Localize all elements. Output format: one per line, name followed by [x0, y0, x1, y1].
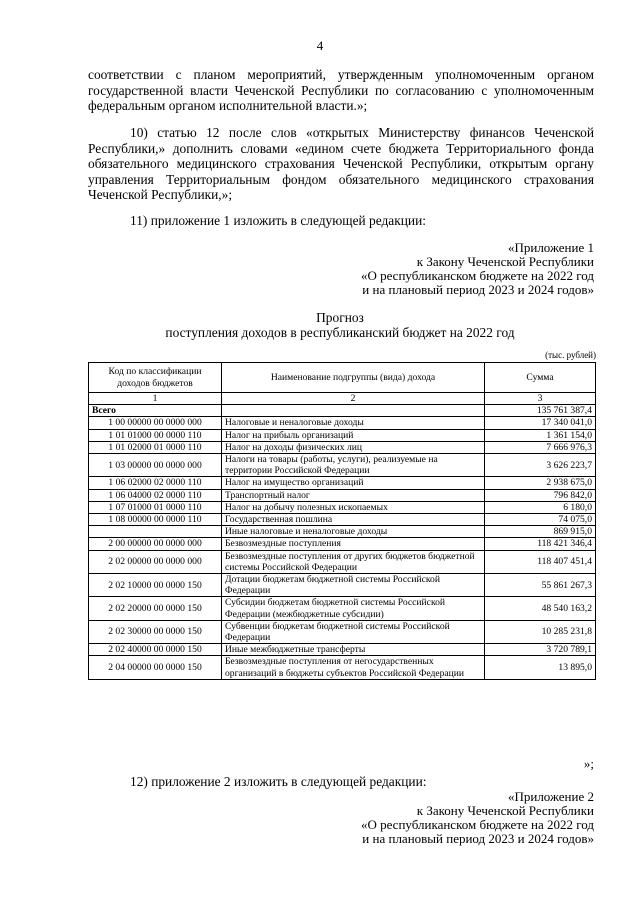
row-code: 2 02 40000 00 0000 150: [89, 644, 222, 656]
table-row: [89, 489, 596, 501]
units-label: (тыс. рублей): [545, 350, 596, 360]
row-sum: 135 761 387,4: [485, 405, 596, 417]
revenue-table: [88, 362, 596, 680]
row-code: 1 01 01000 00 0000 110: [89, 429, 222, 441]
table-title: [40, 310, 640, 340]
table-row: [89, 656, 596, 679]
column-number: 1: [89, 393, 222, 405]
table-title-line: Прогноз: [316, 310, 364, 325]
appendix-2-line: и на плановый период 2023 и 2024 годов»: [362, 831, 594, 846]
appendix-1-line: и на плановый период 2023 и 2024 годов»: [362, 282, 594, 297]
row-code: 1 00 00000 00 0000 000: [89, 417, 222, 429]
row-sum: 2 938 675,0: [485, 477, 596, 489]
row-name: Налоги на товары (работы, услуги), реализуемые на территории Российской Федерации: [222, 454, 485, 477]
table-row: [89, 514, 596, 526]
appendix-1-line: к Закону Чеченской Республики: [416, 254, 594, 269]
row-name: Дотации бюджетам бюджетной системы Российской Федерации: [222, 574, 485, 597]
row-code: 1 08 00000 00 0000 110: [89, 514, 222, 526]
appendix-1-line: «Приложение 1: [507, 240, 594, 255]
row-name: Налог на доходы физических лиц: [222, 441, 485, 453]
row-sum: 6 180,0: [485, 501, 596, 513]
row-name: Налог на прибыль организаций: [222, 429, 485, 441]
table-row: [89, 501, 596, 513]
table-row: [89, 526, 596, 538]
paragraph-continuation: соответствии с планом мероприятий, утвержденным уполномоченным органом государственной власти Чеченской Республики по согласованию с уполномоченным федеральным органом исполнительной власти.»;: [88, 67, 594, 114]
row-code: [89, 526, 222, 538]
row-sum: 1 361 154,0: [485, 429, 596, 441]
row-code: 2 04 00000 00 0000 150: [89, 656, 222, 679]
table-row: [89, 454, 596, 477]
appendix-1-header: [234, 241, 594, 297]
paragraph-item-11: 11) приложение 1 изложить в следующей редакции:: [130, 213, 426, 228]
row-sum: 55 861 267,3: [485, 574, 596, 597]
row-sum: 10 285 231,8: [485, 620, 596, 643]
row-name: Субсидии бюджетам бюджетной системы Российской Федерации (межбюджетные субсидии): [222, 597, 485, 620]
header-sum: Сумма: [485, 363, 596, 393]
row-sum: 48 540 163,2: [485, 597, 596, 620]
table-row: [89, 417, 596, 429]
paragraph-item-10: 10) статью 12 после слов «открытых Министерству финансов Чеченской Республики,» дополнить словами «едином счете бюджета Территориального фонда обязательного медицинского страхования Чеченской Республики, открытым органу управления Территориальным фондом обязательного медицинского страхования Чеченской Республики,»;: [88, 125, 594, 203]
row-code: 1 03 00000 00 0000 000: [89, 454, 222, 477]
table-row: [89, 429, 596, 441]
row-name: Иные межбюджетные трансферты: [222, 644, 485, 656]
appendix-2-line: «Приложение 2: [507, 789, 594, 804]
table-row: [89, 550, 596, 573]
row-name: Транспортный налог: [222, 489, 485, 501]
row-code: 2 02 20000 00 0000 150: [89, 597, 222, 620]
row-name: Налог на имущество организаций: [222, 477, 485, 489]
table-end-mark: »;: [583, 756, 594, 771]
column-number: 3: [485, 393, 596, 405]
row-name: Безвозмездные поступления от негосударственных организаций в бюджеты субъектов Российской Федерации: [222, 656, 485, 679]
row-name: Безвозмездные поступления от других бюджетов бюджетной системы Российской Федерации: [222, 550, 485, 573]
row-code: Всего: [89, 405, 222, 417]
row-name: [222, 405, 485, 417]
header-name: Наименование подгруппы (вида) дохода: [222, 363, 485, 393]
row-name: Безвозмездные поступления: [222, 538, 485, 550]
table-row: [89, 441, 596, 453]
row-sum: 869 915,0: [485, 526, 596, 538]
row-sum: 796 842,0: [485, 489, 596, 501]
table-title-line: поступления доходов в республиканский бюджет на 2022 год: [165, 325, 515, 340]
table-header-row: [89, 363, 596, 393]
row-sum: 74 075,0: [485, 514, 596, 526]
row-sum: 13 895,0: [485, 656, 596, 679]
row-sum: 17 340 041,0: [485, 417, 596, 429]
appendix-1-line: «О республиканском бюджете на 2022 год: [360, 268, 594, 283]
paragraph-item-12: 12) приложение 2 изложить в следующей редакции:: [130, 774, 427, 789]
page-number: 4: [316, 38, 324, 53]
row-code: 2 02 30000 00 0000 150: [89, 620, 222, 643]
row-code: 2 00 00000 00 0000 000: [89, 538, 222, 550]
row-code: 2 02 00000 00 0000 000: [89, 550, 222, 573]
row-sum: 7 666 976,3: [485, 441, 596, 453]
row-name: Налоговые и неналоговые доходы: [222, 417, 485, 429]
table-row: [89, 620, 596, 643]
row-name: Иные налоговые и неналоговые доходы: [222, 526, 485, 538]
column-number: 2: [222, 393, 485, 405]
appendix-2-line: к Закону Чеченской Республики: [416, 803, 594, 818]
row-name: Налог на добычу полезных ископаемых: [222, 501, 485, 513]
row-sum: 3 720 789,1: [485, 644, 596, 656]
header-code: Код по классификации доходов бюджетов: [89, 363, 222, 393]
row-sum: 118 407 451,4: [485, 550, 596, 573]
row-name: Субвенции бюджетам бюджетной системы Российской Федерации: [222, 620, 485, 643]
table-row: [89, 574, 596, 597]
row-sum: 118 421 346,4: [485, 538, 596, 550]
table-row: [89, 597, 596, 620]
row-code: 2 02 10000 00 0000 150: [89, 574, 222, 597]
appendix-2-line: «О республиканском бюджете на 2022 год: [360, 817, 594, 832]
appendix-2-header: [234, 790, 594, 846]
row-code: 1 01 02000 01 0000 110: [89, 441, 222, 453]
row-code: 1 07 01000 01 0000 110: [89, 501, 222, 513]
row-code: 1 06 02000 02 0000 110: [89, 477, 222, 489]
table-row: [89, 538, 596, 550]
table-row: [89, 405, 596, 417]
table-row: [89, 477, 596, 489]
row-sum: 3 626 223,7: [485, 454, 596, 477]
row-code: 1 06 04000 02 0000 110: [89, 489, 222, 501]
table-row: [89, 644, 596, 656]
row-name: Государственная пошлина: [222, 514, 485, 526]
column-number-row: [89, 393, 596, 405]
